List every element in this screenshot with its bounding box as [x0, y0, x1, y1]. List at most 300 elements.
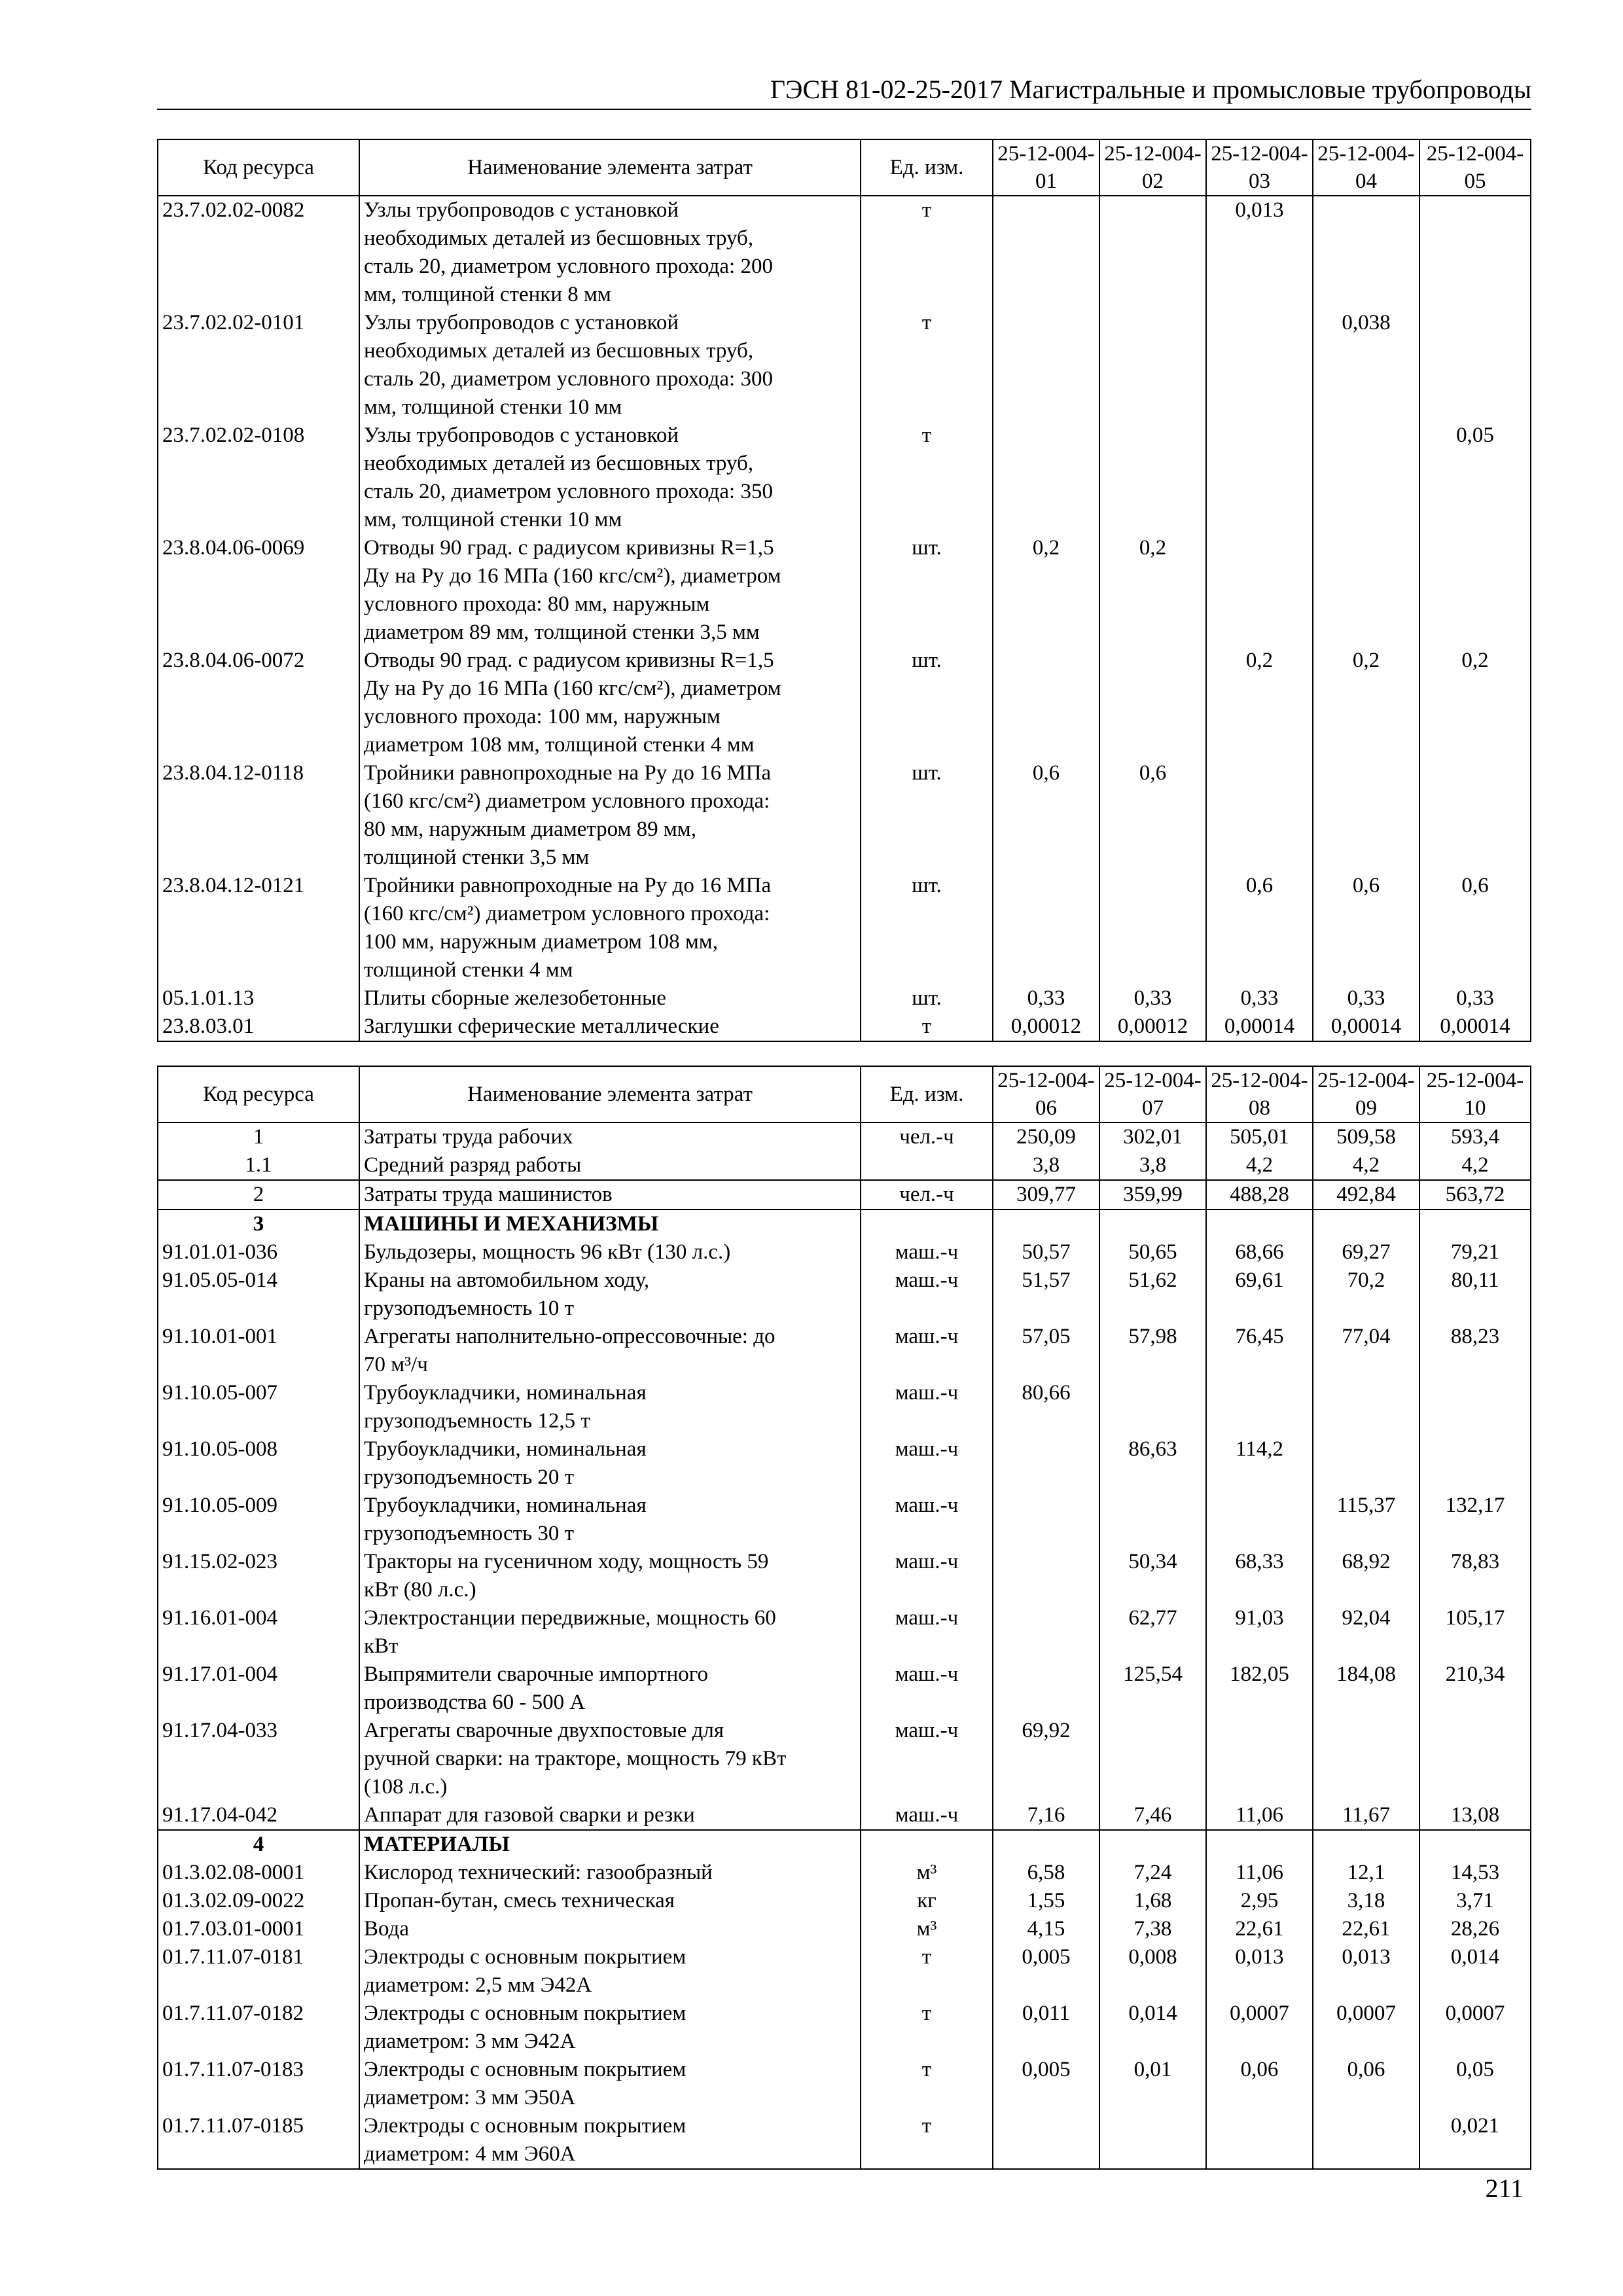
value-cell — [1206, 309, 1313, 422]
value-cell — [1099, 1717, 1206, 1801]
header-cell: 25-12-004-07 — [1099, 1066, 1206, 1122]
table-row — [158, 759, 1531, 872]
resource-name-line: кВт — [364, 1634, 399, 1658]
page-number: 211 — [1485, 2174, 1524, 2203]
value-cell — [993, 1548, 1099, 1604]
resource-name-line: МАТЕРИАЛЫ — [364, 1833, 510, 1856]
unit: чел.-ч — [861, 1180, 993, 1210]
unit: шт. — [861, 759, 993, 872]
value-cell — [1419, 196, 1531, 309]
resource-name-line: Тракторы на гусеничном ходу, мощность 59 — [364, 1550, 769, 1573]
resource-name-line: диаметром: 2,5 мм Э42А — [364, 1973, 592, 1997]
value-cell — [1313, 1210, 1419, 1238]
value-cell: 12,1 — [1313, 1859, 1419, 1887]
value-cell: 0,005 — [993, 2056, 1099, 2112]
resource-name-line: производства 60 - 500 А — [364, 1691, 586, 1714]
value-cell: 11,67 — [1313, 1801, 1419, 1830]
resource-name-line: Электроды с основным покрытием — [364, 1945, 687, 1969]
resource-name-line: Тройники равнопроходные на Ру до 16 МПа — [364, 761, 772, 785]
value-cell: 492,84 — [1313, 1180, 1419, 1210]
value-cell: 0,0007 — [1313, 2000, 1419, 2056]
resource-name-line: диаметром: 4 мм Э60А — [364, 2142, 576, 2166]
header-cell: 25-12-004-06 — [993, 1066, 1099, 1122]
value-cell: 50,34 — [1099, 1548, 1206, 1604]
resource-name-line: грузоподъемность 10 т — [364, 1297, 575, 1320]
resource-name-line: необходимых деталей из бесшовных труб, — [364, 226, 754, 250]
value-cell — [1206, 759, 1313, 872]
value-cell — [1099, 196, 1206, 309]
value-cell: 79,21 — [1419, 1238, 1531, 1266]
value-cell: 28,26 — [1419, 1915, 1531, 1943]
value-cell: 182,05 — [1206, 1660, 1313, 1717]
resource-name — [359, 1915, 861, 1943]
value-cell: 0,2 — [1313, 647, 1419, 759]
unit: кг — [861, 1887, 993, 1915]
resource-name — [359, 309, 861, 422]
unit: т — [861, 2112, 993, 2169]
resource-name-line: необходимых деталей из бесшовных труб, — [364, 339, 754, 363]
value-cell: 250,09 — [993, 1122, 1099, 1151]
table-row — [158, 1859, 1531, 1887]
resources-table-1 — [157, 139, 1531, 1042]
table-row — [158, 1943, 1531, 2000]
value-cell — [993, 647, 1099, 759]
value-cell: 22,61 — [1313, 1915, 1419, 1943]
resource-name-line: Пропан-бутан, смесь техническая — [364, 1889, 675, 1912]
value-cell — [1099, 872, 1206, 984]
value-cell: 0,6 — [1206, 872, 1313, 984]
value-cell: 1,68 — [1099, 1887, 1206, 1915]
value-cell: 7,46 — [1099, 1801, 1206, 1830]
resource-name-line: Отводы 90 град. с радиусом кривизны R=1,5 — [364, 649, 774, 672]
value-cell — [1206, 1717, 1313, 1801]
value-cell — [993, 1492, 1099, 1548]
value-cell: 0,008 — [1099, 1943, 1206, 2000]
value-cell: 88,23 — [1419, 1323, 1531, 1379]
value-cell — [993, 1604, 1099, 1660]
resource-name-line: Бульдозеры, мощность 96 кВт (130 л.с.) — [364, 1240, 731, 1264]
value-cell: 359,99 — [1099, 1180, 1206, 1210]
unit: маш.-ч — [861, 1435, 993, 1492]
value-cell: 0,6 — [1099, 759, 1206, 872]
resource-name-line: Узлы трубопроводов с установкой — [364, 423, 679, 447]
value-cell: 0,011 — [993, 2000, 1099, 2056]
unit: маш.-ч — [861, 1266, 993, 1323]
value-cell — [1099, 309, 1206, 422]
value-cell: 0,2 — [993, 534, 1099, 647]
resource-name — [359, 1238, 861, 1266]
unit: маш.-ч — [861, 1717, 993, 1801]
unit: м³ — [861, 1859, 993, 1887]
table-row — [158, 1660, 1531, 1717]
value-cell — [1419, 1379, 1531, 1435]
resource-name — [359, 534, 861, 647]
resource-name — [359, 1548, 861, 1604]
resource-code: 91.10.05-007 — [158, 1379, 359, 1435]
value-cell — [993, 2112, 1099, 2169]
resource-code: 01.7.11.07-0183 — [158, 2056, 359, 2112]
unit: маш.-ч — [861, 1801, 993, 1830]
value-cell: 69,92 — [993, 1717, 1099, 1801]
resource-name-line: условного прохода: 100 мм, наружным — [364, 705, 721, 728]
resource-name — [359, 872, 861, 984]
table-row — [158, 1887, 1531, 1915]
table-row — [158, 1492, 1531, 1548]
value-cell — [1419, 1717, 1531, 1801]
value-cell: 309,77 — [993, 1180, 1099, 1210]
resource-name-line: необходимых деталей из бесшовных труб, — [364, 452, 754, 475]
resource-name — [359, 984, 861, 1013]
resource-name-line: МАШИНЫ И МЕХАНИЗМЫ — [364, 1212, 659, 1236]
resource-name-line: ручной сварки: на тракторе, мощность 79 кВт — [364, 1747, 787, 1770]
unit: чел.-ч — [861, 1122, 993, 1151]
value-cell: 0,06 — [1206, 2056, 1313, 2112]
value-cell: 0,05 — [1419, 422, 1531, 534]
resource-name-line: условного прохода: 80 мм, наружным — [364, 592, 710, 616]
resource-name — [359, 1210, 861, 1238]
table-row — [158, 1323, 1531, 1379]
unit: шт. — [861, 647, 993, 759]
resource-code: 4 — [158, 1830, 359, 1859]
value-cell — [993, 1210, 1099, 1238]
resource-name — [359, 1717, 861, 1801]
value-cell — [1419, 534, 1531, 647]
resource-name-line: Ду на Ру до 16 МПа (160 кгс/см²), диаметром — [364, 677, 781, 700]
value-cell: 563,72 — [1419, 1180, 1531, 1210]
resource-name-line: диаметром 89 мм, толщиной стенки 3,5 мм — [364, 620, 760, 644]
value-cell — [1313, 1379, 1419, 1435]
value-cell: 4,2 — [1206, 1151, 1313, 1180]
resource-name-line: Трубоукладчики, номинальная — [364, 1494, 647, 1517]
resource-name — [359, 1323, 861, 1379]
resource-code: 01.3.02.09-0022 — [158, 1887, 359, 1915]
unit: маш.-ч — [861, 1548, 993, 1604]
value-cell — [993, 1435, 1099, 1492]
table-row — [158, 872, 1531, 984]
header-cell: 25-12-004-10 — [1419, 1066, 1531, 1122]
value-cell: 13,08 — [1419, 1801, 1531, 1830]
unit: т — [861, 2000, 993, 2056]
value-cell — [1419, 1435, 1531, 1492]
value-cell — [1313, 422, 1419, 534]
value-cell: 0,00014 — [1313, 1013, 1419, 1041]
value-cell: 0,6 — [993, 759, 1099, 872]
table-row — [158, 1717, 1531, 1801]
value-cell: 51,57 — [993, 1266, 1099, 1323]
value-cell: 69,61 — [1206, 1266, 1313, 1323]
value-cell — [1206, 1492, 1313, 1548]
unit — [861, 1151, 993, 1180]
value-cell — [1206, 2112, 1313, 2169]
unit: маш.-ч — [861, 1323, 993, 1379]
value-cell: 0,2 — [1206, 647, 1313, 759]
resource-code: 91.05.05-014 — [158, 1266, 359, 1323]
resource-code: 23.7.02.02-0101 — [158, 309, 359, 422]
value-cell — [1313, 759, 1419, 872]
unit: т — [861, 1013, 993, 1041]
value-cell — [1313, 2112, 1419, 2169]
resource-name — [359, 1604, 861, 1660]
resource-code: 1 — [158, 1122, 359, 1151]
value-cell: 3,8 — [993, 1151, 1099, 1180]
table-row — [158, 1548, 1531, 1604]
resource-name-line: диаметром 108 мм, толщиной стенки 4 мм — [364, 733, 755, 757]
header-cell: Код ресурса — [158, 139, 359, 196]
value-cell — [1099, 1210, 1206, 1238]
unit: шт. — [861, 872, 993, 984]
resource-code: 23.8.04.12-0121 — [158, 872, 359, 984]
resource-name — [359, 422, 861, 534]
resource-code: 23.7.02.02-0108 — [158, 422, 359, 534]
header-cell: 25-12-004-08 — [1206, 1066, 1313, 1122]
resource-name-line: 70 м³/ч — [364, 1353, 428, 1376]
resource-code: 01.7.03.01-0001 — [158, 1915, 359, 1943]
table-row — [158, 2056, 1531, 2112]
header-cell: 25-12-004-04 — [1313, 139, 1419, 196]
resource-name-line: грузоподъемность 30 т — [364, 1522, 575, 1545]
resource-name-line: (160 кгс/см²) диаметром условного прохода: — [364, 789, 770, 813]
table-row — [158, 309, 1531, 422]
header-cell: Наименование элемента затрат — [359, 1066, 861, 1122]
table-row — [158, 534, 1531, 647]
value-cell: 0,005 — [993, 1943, 1099, 2000]
value-cell: 76,45 — [1206, 1323, 1313, 1379]
resource-code: 01.7.11.07-0185 — [158, 2112, 359, 2169]
value-cell: 0,06 — [1313, 2056, 1419, 2112]
resource-name-line: (160 кгс/см²) диаметром условного прохода: — [364, 902, 770, 925]
resource-code: 23.8.04.12-0118 — [158, 759, 359, 872]
value-cell: 509,58 — [1313, 1122, 1419, 1151]
value-cell — [1099, 647, 1206, 759]
value-cell: 0,6 — [1419, 872, 1531, 984]
value-cell: 4,15 — [993, 1915, 1099, 1943]
value-cell — [1206, 422, 1313, 534]
value-cell: 50,57 — [993, 1238, 1099, 1266]
value-cell: 105,17 — [1419, 1604, 1531, 1660]
value-cell: 1,55 — [993, 1887, 1099, 1915]
resource-code: 91.16.01-004 — [158, 1604, 359, 1660]
unit: маш.-ч — [861, 1238, 993, 1266]
resource-name — [359, 1492, 861, 1548]
unit: т — [861, 422, 993, 534]
resource-code: 23.8.04.06-0069 — [158, 534, 359, 647]
value-cell — [1313, 1717, 1419, 1801]
table-row — [158, 2000, 1531, 2056]
table-row — [158, 1238, 1531, 1266]
value-cell: 0,021 — [1419, 2112, 1531, 2169]
resource-name-line: 80 мм, наружным диаметром 89 мм, — [364, 817, 696, 841]
resource-code: 91.17.04-033 — [158, 1717, 359, 1801]
resource-code: 23.8.03.01 — [158, 1013, 359, 1041]
table-header-row — [158, 139, 1531, 196]
value-cell: 51,62 — [1099, 1266, 1206, 1323]
value-cell — [1313, 1435, 1419, 1492]
value-cell: 92,04 — [1313, 1604, 1419, 1660]
value-cell: 0,0007 — [1419, 2000, 1531, 2056]
resource-name-line: мм, толщиной стенки 10 мм — [364, 395, 622, 419]
value-cell: 14,53 — [1419, 1859, 1531, 1887]
unit: т — [861, 309, 993, 422]
value-cell — [1099, 1379, 1206, 1435]
page-header: ГЭСН 81-02-25-2017 Магистральные и промысловые трубопроводы — [157, 71, 1531, 110]
resource-name-line: толщиной стенки 3,5 мм — [364, 846, 590, 869]
value-cell: 68,66 — [1206, 1238, 1313, 1266]
resource-name-line: Вода — [364, 1917, 409, 1941]
value-cell: 0,0007 — [1206, 2000, 1313, 2056]
table-row — [158, 1210, 1531, 1238]
value-cell: 86,63 — [1099, 1435, 1206, 1492]
value-cell: 0,33 — [1313, 984, 1419, 1013]
resource-name — [359, 1013, 861, 1041]
value-cell: 57,98 — [1099, 1323, 1206, 1379]
value-cell: 7,16 — [993, 1801, 1099, 1830]
resource-name — [359, 1859, 861, 1887]
resource-name-line: сталь 20, диаметром условного прохода: 200 — [364, 255, 773, 278]
value-cell: 302,01 — [1099, 1122, 1206, 1151]
value-cell: 7,24 — [1099, 1859, 1206, 1887]
table-row — [158, 1122, 1531, 1151]
resource-name-line: диаметром: 3 мм Э50А — [364, 2086, 576, 2109]
value-cell: 6,58 — [993, 1859, 1099, 1887]
resource-code: 91.10.05-008 — [158, 1435, 359, 1492]
resource-code: 23.8.04.06-0072 — [158, 647, 359, 759]
unit: маш.-ч — [861, 1660, 993, 1717]
value-cell: 3,18 — [1313, 1887, 1419, 1915]
unit: м³ — [861, 1915, 993, 1943]
resource-name-line: толщиной стенки 4 мм — [364, 958, 573, 982]
value-cell — [1206, 1379, 1313, 1435]
value-cell — [993, 1660, 1099, 1717]
table-row — [158, 1604, 1531, 1660]
resource-name — [359, 759, 861, 872]
value-cell — [993, 196, 1099, 309]
value-cell — [1313, 534, 1419, 647]
resource-name — [359, 1151, 861, 1180]
value-cell: 4,2 — [1313, 1151, 1419, 1180]
resource-code: 91.17.04-042 — [158, 1801, 359, 1830]
resource-name — [359, 1266, 861, 1323]
value-cell: 22,61 — [1206, 1915, 1313, 1943]
resource-name — [359, 1660, 861, 1717]
value-cell — [993, 309, 1099, 422]
unit — [861, 1830, 993, 1859]
value-cell: 593,4 — [1419, 1122, 1531, 1151]
resource-name — [359, 1943, 861, 2000]
value-cell — [1099, 1830, 1206, 1859]
header-cell: Ед. изм. — [861, 139, 993, 196]
resource-name-line: Затраты труда рабочих — [364, 1125, 573, 1149]
value-cell: 11,06 — [1206, 1859, 1313, 1887]
value-cell: 70,2 — [1313, 1266, 1419, 1323]
table-row — [158, 984, 1531, 1013]
unit: т — [861, 1943, 993, 2000]
value-cell: 68,92 — [1313, 1548, 1419, 1604]
value-cell: 125,54 — [1099, 1660, 1206, 1717]
value-cell: 132,17 — [1419, 1492, 1531, 1548]
value-cell: 0,013 — [1206, 1943, 1313, 2000]
value-cell: 0,33 — [1206, 984, 1313, 1013]
resource-code: 91.10.05-009 — [158, 1492, 359, 1548]
table-row — [158, 1915, 1531, 1943]
table-row — [158, 647, 1531, 759]
header-cell: 25-12-004-02 — [1099, 139, 1206, 196]
resource-name-line: Отводы 90 град. с радиусом кривизны R=1,5 — [364, 536, 774, 560]
table-row — [158, 1013, 1531, 1041]
value-cell: 2,95 — [1206, 1887, 1313, 1915]
table-row — [158, 1801, 1531, 1830]
resource-name — [359, 1887, 861, 1915]
value-cell: 0,038 — [1313, 309, 1419, 422]
header-cell: 25-12-004-01 — [993, 139, 1099, 196]
table-row — [158, 1151, 1531, 1180]
value-cell: 0,33 — [1419, 984, 1531, 1013]
value-cell: 115,37 — [1313, 1492, 1419, 1548]
value-cell: 0,01 — [1099, 2056, 1206, 2112]
value-cell: 78,83 — [1419, 1548, 1531, 1604]
unit: шт. — [861, 984, 993, 1013]
value-cell: 3,71 — [1419, 1887, 1531, 1915]
value-cell — [1419, 759, 1531, 872]
value-cell — [993, 1830, 1099, 1859]
resource-name-line: Электроды с основным покрытием — [364, 2114, 687, 2138]
resource-code: 05.1.01.13 — [158, 984, 359, 1013]
value-cell — [1419, 1830, 1531, 1859]
unit: маш.-ч — [861, 1379, 993, 1435]
value-cell: 3,8 — [1099, 1151, 1206, 1180]
resource-name-line: Затраты труда машинистов — [364, 1183, 613, 1206]
value-cell: 50,65 — [1099, 1238, 1206, 1266]
value-cell: 114,2 — [1206, 1435, 1313, 1492]
resource-name-line: сталь 20, диаметром условного прохода: 300 — [364, 367, 773, 391]
unit: т — [861, 2056, 993, 2112]
resource-name — [359, 2000, 861, 2056]
value-cell — [1419, 1210, 1531, 1238]
resource-name-line: Плиты сборные железобетонные — [364, 986, 666, 1010]
value-cell — [1099, 2112, 1206, 2169]
resource-name-line: Краны на автомобильном ходу, — [364, 1268, 650, 1292]
resource-name-line: Кислород технический: газообразный — [364, 1861, 713, 1884]
resource-name-line: Электростанции передвижные, мощность 60 — [364, 1606, 776, 1630]
resource-code: 01.7.11.07-0182 — [158, 2000, 359, 2056]
value-cell: 0,33 — [1099, 984, 1206, 1013]
resource-code: 91.15.02-023 — [158, 1548, 359, 1604]
resource-code: 1.1 — [158, 1151, 359, 1180]
value-cell: 0,6 — [1313, 872, 1419, 984]
resource-code: 91.17.01-004 — [158, 1660, 359, 1717]
header-cell: Ед. изм. — [861, 1066, 993, 1122]
value-cell: 0,33 — [993, 984, 1099, 1013]
value-cell: 80,66 — [993, 1379, 1099, 1435]
resource-name-line: Электроды с основным покрытием — [364, 2058, 687, 2081]
resource-name-line: Узлы трубопроводов с установкой — [364, 198, 679, 222]
value-cell: 11,06 — [1206, 1801, 1313, 1830]
resource-name — [359, 1435, 861, 1492]
value-cell: 0,013 — [1206, 196, 1313, 309]
resource-code: 2 — [158, 1180, 359, 1210]
value-cell: 80,11 — [1419, 1266, 1531, 1323]
value-cell — [1313, 1830, 1419, 1859]
value-cell: 505,01 — [1206, 1122, 1313, 1151]
resource-name-line: Трубоукладчики, номинальная — [364, 1381, 647, 1405]
resource-name — [359, 1180, 861, 1210]
value-cell: 7,38 — [1099, 1915, 1206, 1943]
value-cell: 68,33 — [1206, 1548, 1313, 1604]
table-row — [158, 422, 1531, 534]
resource-code: 3 — [158, 1210, 359, 1238]
resource-name-line: мм, толщиной стенки 10 мм — [364, 508, 622, 531]
table-row — [158, 1379, 1531, 1435]
resource-name-line: грузоподъемность 12,5 т — [364, 1409, 590, 1433]
